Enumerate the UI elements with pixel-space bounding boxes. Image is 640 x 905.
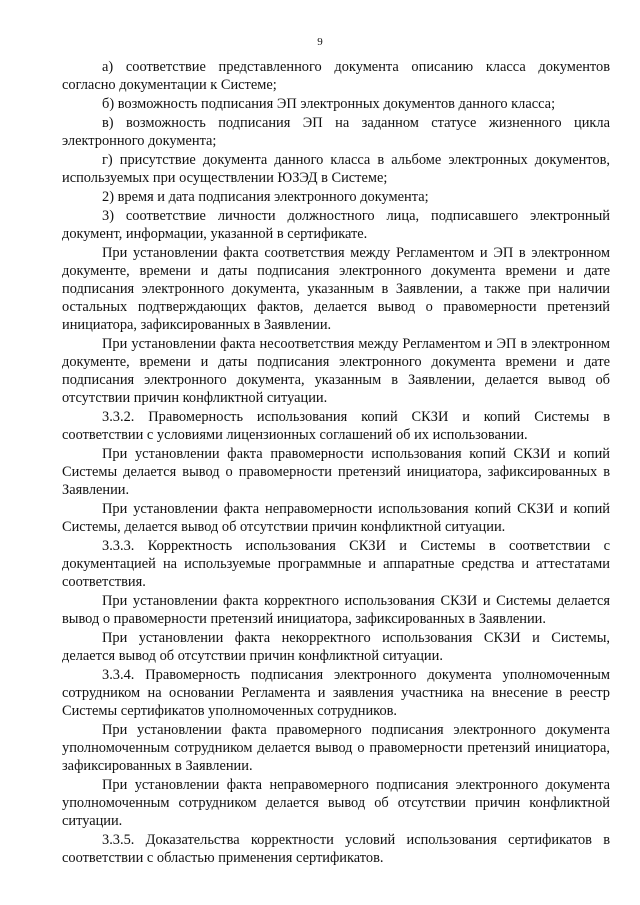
document-body xyxy=(62,58,610,868)
paragraph-criterion-a: а) соответствие представленного документа описанию класса документов согласно документации к Системе; xyxy=(62,59,610,93)
paragraph-lawful-use-conclusion: При установлении факта правомерности использования копий СКЗИ и копий Системы делается вывод о правомерности претензий инициатора, зафиксированных в Заявлении. xyxy=(62,446,610,498)
paragraph-criterion-v: в) возможность подписания ЭП на заданном статусе жизненного цикла электронного документа; xyxy=(62,115,610,149)
paragraph-criterion-b: б) возможность подписания ЭП электронных документов данного класса; xyxy=(102,96,556,112)
paragraph-correct-use-conclusion: При установлении факта корректного использования СКЗИ и Системы делается вывод о правомерности претензий инициатора, зафиксированных в Заявлении. xyxy=(62,593,610,627)
paragraph-criterion-g: г) присутствие документа данного класса в альбоме электронных документов, используемых при осуществлении ЮЗЭД в Системе; xyxy=(62,152,610,186)
paragraph-mismatch-conclusion: При установлении факта несоответствия между Регламентом и ЭП в электронном документе, времени и даты подписания электронного документа времени и дате подписания электронного документа, указанным в Заявлении, делается вывод об отсутствии причин конфликтной ситуации. xyxy=(62,336,610,406)
paragraph-incorrect-use-conclusion: При установлении факта некорректного использования СКЗИ и Системы, делается вывод об отсутствии причин конфликтной ситуации. xyxy=(62,630,610,664)
paragraph-unlawful-signing-conclusion: При установлении факта неправомерного подписания электронного документа уполномоченным сотрудником делается вывод об отсутствии причин конфликтной ситуации. xyxy=(62,777,610,829)
paragraph-section-3-3-2: 3.3.2. Правомерность использования копий СКЗИ и копий Системы в соответствии с условиями лицензионных соглашений об их использовании. xyxy=(62,409,610,443)
paragraph-match-conclusion: При установлении факта соответствия между Регламентом и ЭП в электронном документе, времени и даты подписания электронного документа времени и дате подписания электронного документа, указанным в Заявлении, а также при наличии остальных подтверждающих фактов, делается вывод о правомерности претензий инициатора, зафиксированных в Заявлении. xyxy=(62,245,610,333)
paragraph-section-3-3-4: 3.3.4. Правомерность подписания электронного документа уполномоченным сотрудником на основании Регламента и заявления участника на внесение в реестр Системы сертификатов уполномоченных сотрудников. xyxy=(62,667,610,719)
paragraph-unlawful-use-conclusion: При установлении факта неправомерности использования копий СКЗИ и копий Системы, делается вывод об отсутствии причин конфликтной ситуации. xyxy=(62,501,610,535)
paragraph-lawful-signing-conclusion: При установлении факта правомерного подписания электронного документа уполномоченным сотрудником делается вывод о правомерности претензий инициатора, зафиксированных в Заявлении. xyxy=(62,722,610,774)
paragraph-item-2: 2) время и дата подписания электронного документа; xyxy=(102,189,429,205)
paragraph-section-3-3-5: 3.3.5. Доказательства корректности условий использования сертификатов в соответствии с областью применения сертификатов. xyxy=(62,832,610,866)
page-number: 9 xyxy=(317,36,323,48)
paragraph-section-3-3-3: 3.3.3. Корректность использования СКЗИ и Системы в соответствии с документацией на используемые программные и аппаратные средства и аттестатами соответствия. xyxy=(62,538,610,590)
paragraph-item-3: 3) соответствие личности должностного лица, подписавшего электронный документ, информации, указанной в сертификате. xyxy=(62,208,610,242)
